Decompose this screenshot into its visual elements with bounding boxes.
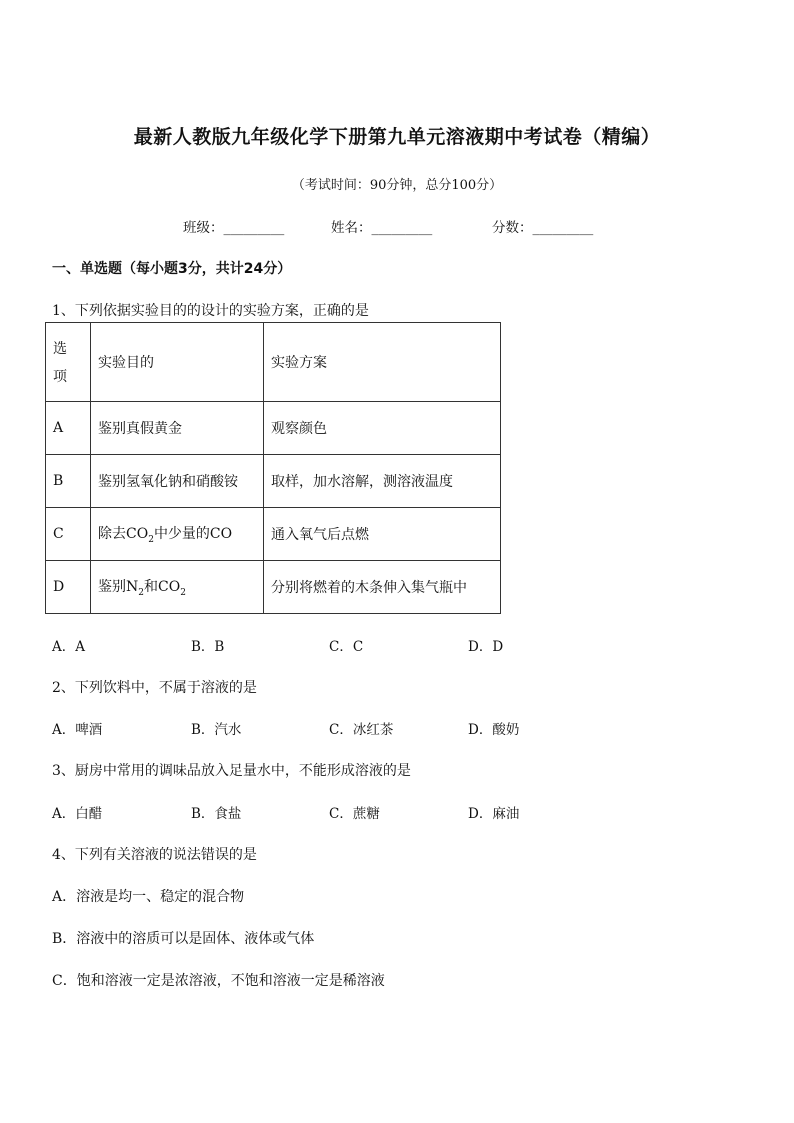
choice-b[interactable]: B．溶液中的溶质可以是固体、液体或气体 (52, 931, 315, 947)
option-cell: C (46, 508, 91, 561)
choice-c[interactable]: C．饱和溶液一定是浓溶液，不饱和溶液一定是稀溶液 (52, 973, 385, 989)
table-row (46, 402, 501, 455)
choice-a[interactable]: A．白醋 (52, 806, 103, 822)
choice-c[interactable]: C．蔗糖 (329, 806, 380, 822)
choice-d[interactable]: D．麻油 (468, 806, 520, 822)
experiment-table (45, 322, 501, 614)
question-1-stem: 1、下列依据实验目的的设计的实验方案，正确的是 (52, 303, 369, 319)
choice-d[interactable]: D．D (468, 639, 504, 655)
table-row (46, 561, 501, 614)
choice-c[interactable]: C．冰红茶 (329, 722, 394, 738)
purpose-text-pre: 鉴别N (98, 579, 139, 596)
purpose-cell (91, 561, 264, 614)
header-option-line1: 选 (53, 341, 67, 357)
plan-cell: 取样，加水溶解，测溶液温度 (264, 455, 501, 508)
purpose-text-mid: 和CO (143, 579, 181, 596)
question-4-stem: 4、下列有关溶液的说法错误的是 (52, 847, 257, 863)
option-cell: A (46, 402, 91, 455)
class-field[interactable]: 班级：_________ (183, 220, 285, 236)
table-header-row (46, 323, 501, 402)
plan-cell: 通入氧气后点燃 (264, 508, 501, 561)
choice-d[interactable]: D．酸奶 (468, 722, 520, 738)
choice-a[interactable]: A．A (52, 639, 85, 655)
subscript: 2 (148, 534, 154, 545)
purpose-cell (91, 508, 264, 561)
section-heading: 一、单选题（每小题3分，共计24分） (52, 261, 292, 277)
table-row (46, 508, 501, 561)
table-row (46, 455, 501, 508)
option-cell: B (46, 455, 91, 508)
purpose-text-pre: 除去CO (98, 526, 149, 543)
name-field[interactable]: 姓名：_________ (331, 220, 433, 236)
page-title: 最新人教版九年级化学下册第九单元溶液期中考试卷（精编） (133, 126, 661, 148)
subscript: 2 (138, 587, 144, 598)
header-option-cell (46, 323, 91, 402)
choice-b[interactable]: B．B (191, 639, 225, 655)
purpose-cell: 鉴别氢氧化钠和硝酸铵 (91, 455, 264, 508)
choice-b[interactable]: B．食盐 (191, 806, 242, 822)
question-2-stem: 2、下列饮料中，不属于溶液的是 (52, 680, 257, 696)
header-purpose-cell: 实验目的 (91, 323, 264, 402)
choice-a[interactable]: A．啤酒 (52, 722, 103, 738)
score-field[interactable]: 分数：_________ (492, 220, 594, 236)
choice-a[interactable]: A．溶液是均一、稳定的混合物 (52, 889, 245, 905)
header-plan-cell: 实验方案 (264, 323, 501, 402)
plan-cell: 观察颜色 (264, 402, 501, 455)
option-cell: D (46, 561, 91, 614)
exam-time-note: （考试时间：90分钟，总分100分） (291, 178, 503, 193)
question-3-stem: 3、厨房中常用的调味品放入足量水中，不能形成溶液的是 (52, 763, 411, 779)
choice-c[interactable]: C．C (329, 639, 364, 655)
purpose-cell: 鉴别真假黄金 (91, 402, 264, 455)
plan-cell: 分别将燃着的木条伸入集气瓶中 (264, 561, 501, 614)
subscript: 2 (180, 587, 186, 598)
choice-b[interactable]: B．汽水 (191, 722, 242, 738)
purpose-text-post: 中少量的CO (153, 526, 233, 543)
header-option-line2: 项 (53, 369, 67, 385)
